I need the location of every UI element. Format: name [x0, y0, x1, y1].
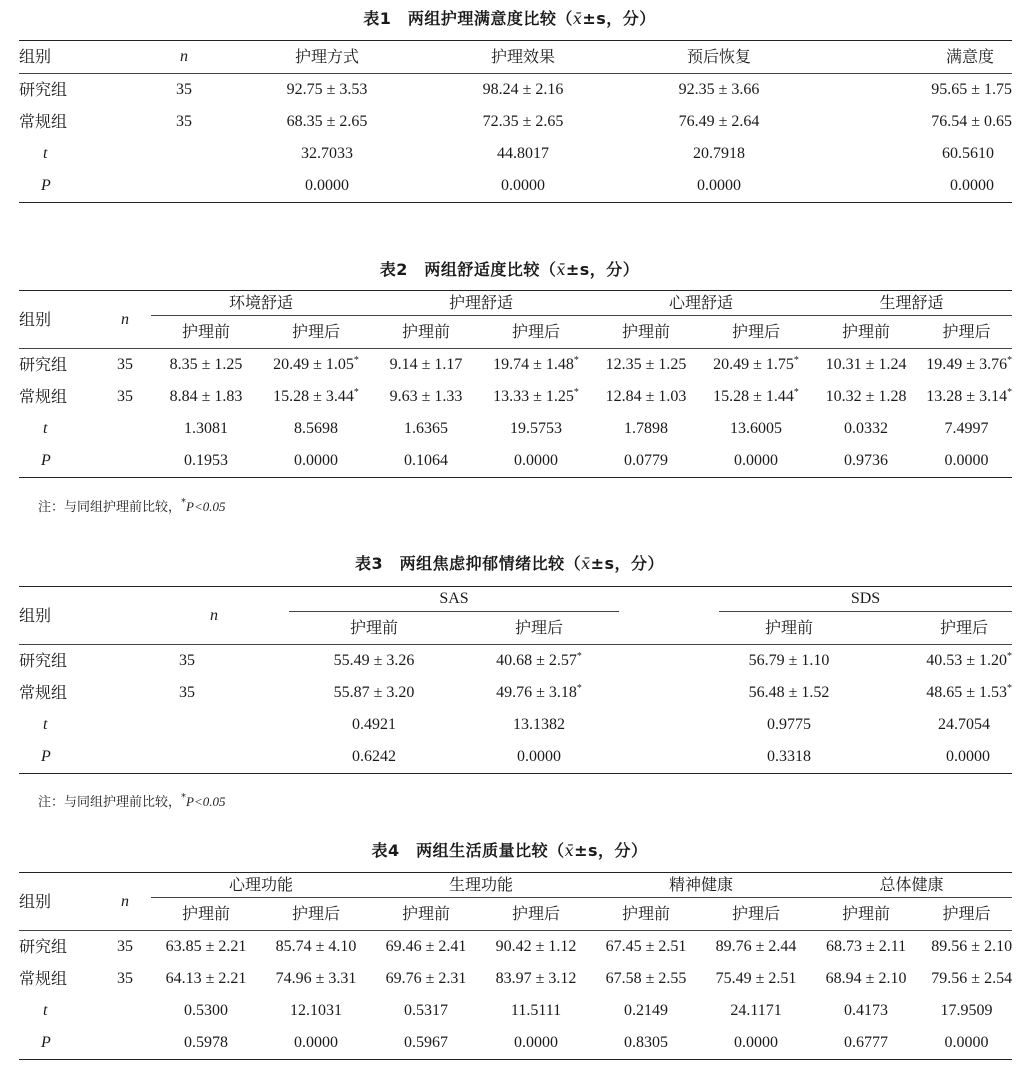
- table-cell: 35: [117, 356, 133, 373]
- table3-note: [38, 791, 226, 810]
- table-cell: 83.97 ± 3.12: [495, 970, 577, 987]
- table4-group-header: 精神健康: [591, 873, 811, 898]
- table-cell: [261, 349, 371, 382]
- table-cell: 0.5300: [184, 1002, 228, 1019]
- table2-sub-after: 护理后: [732, 322, 781, 341]
- table-cell: 0.0000: [294, 1034, 338, 1051]
- table-row: [19, 138, 1012, 170]
- table-cell: 35: [179, 652, 195, 669]
- table2-sub-after: 护理后: [942, 322, 991, 341]
- table1-header-col: 预后恢复: [686, 47, 751, 66]
- table-cell: [859, 677, 1012, 709]
- table2-group-header: 环境舒适: [151, 291, 371, 316]
- table-cell: [481, 349, 591, 382]
- table-row: [19, 677, 1012, 709]
- table-cell: 35: [179, 684, 195, 701]
- table-cell: 0.5317: [404, 1002, 449, 1019]
- table-cell: 0.0000: [697, 177, 741, 194]
- table2-caption-symbol: x̄: [556, 260, 566, 279]
- table-cell: [859, 645, 1012, 678]
- table-cell: 9.14 ± 1.17: [389, 356, 463, 373]
- table-cell: 69.46 ± 2.41: [385, 938, 467, 955]
- table-cell: 0.0000: [517, 748, 561, 765]
- cell-value: 48.65 ± 1.53: [926, 684, 1008, 701]
- table-cell: 64.13 ± 2.21: [165, 970, 247, 987]
- table4-sub-before: 护理前: [622, 904, 671, 923]
- significance-mark: *: [573, 355, 579, 366]
- table-cell: 10.31 ± 1.24: [825, 356, 907, 373]
- table-cell: [481, 381, 591, 413]
- table-cell: 69.76 ± 2.31: [385, 970, 467, 987]
- table-cell: 55.49 ± 3.26: [333, 652, 415, 669]
- note-star: *: [181, 792, 187, 803]
- table-cell: 56.48 ± 1.52: [748, 684, 830, 701]
- table-cell: [139, 741, 289, 774]
- cell-value: 40.68 ± 2.57: [496, 652, 577, 669]
- cell-value: 20.49 ± 1.75: [713, 356, 794, 373]
- table1-header-col: 护理方式: [294, 47, 359, 66]
- table-cell: 60.5610: [942, 145, 994, 162]
- significance-mark: *: [793, 387, 799, 398]
- table-cell: 92.35 ± 3.66: [678, 81, 760, 98]
- table-row: [19, 381, 1012, 413]
- table4-group-header: 心理功能: [151, 873, 371, 898]
- table-cell: t: [43, 420, 48, 437]
- table-cell: 8.5698: [294, 420, 338, 437]
- table-cell: 0.0000: [294, 452, 338, 469]
- table-row: [19, 445, 1012, 478]
- table4-header-group: 组别: [19, 873, 99, 931]
- table1-caption-prefix: 表1 两组护理满意度比较（: [363, 9, 573, 28]
- significance-mark: *: [573, 387, 579, 398]
- table-cell: 0.1064: [404, 452, 449, 469]
- table-cell: 0.9736: [844, 452, 889, 469]
- table-row: [19, 349, 1012, 382]
- table-cell: 12.84 ± 1.03: [605, 388, 687, 405]
- table-cell: 0.6777: [844, 1034, 889, 1051]
- table-cell: 68.94 ± 2.10: [825, 970, 907, 987]
- table-cell: 0.0000: [950, 177, 994, 194]
- table-cell: 常规组: [19, 112, 68, 131]
- table-cell: 0.0000: [944, 1034, 989, 1051]
- table2-group-header: 心理舒适: [591, 291, 811, 316]
- table-cell: 1.6365: [404, 420, 449, 437]
- table4-group-header: 总体健康: [811, 873, 1012, 898]
- table2-caption-suffix: ±s，分）: [565, 260, 640, 279]
- table-row: [19, 170, 1012, 203]
- table-cell: 89.56 ± 2.10: [931, 938, 1013, 955]
- table-cell: 常规组: [19, 683, 68, 702]
- table4-header-n: n: [99, 873, 151, 931]
- table-cell: 35: [176, 113, 192, 130]
- table-cell: 24.1171: [730, 1002, 782, 1019]
- table4-sub-after: 护理后: [732, 904, 781, 923]
- table4-group-row: [19, 873, 1012, 898]
- table-cell: t: [43, 1002, 48, 1019]
- table-cell: 35: [176, 81, 192, 98]
- table-cell: 32.7033: [301, 145, 353, 162]
- note-suffix: <0.05: [193, 499, 226, 514]
- table1-header-col: 满意度: [945, 47, 994, 66]
- table-row: [19, 963, 1012, 995]
- note-p: P: [186, 499, 194, 514]
- table4: [19, 872, 1012, 1060]
- table-cell: 0.0779: [624, 452, 669, 469]
- table-cell: 92.75 ± 3.53: [286, 81, 368, 98]
- table-cell: [701, 349, 811, 382]
- table2-header-group: 组别: [19, 291, 99, 349]
- table4-sub-row: [19, 898, 1012, 931]
- table3-spacer: [619, 709, 719, 741]
- table-cell: [99, 413, 151, 445]
- table-cell: 75.49 ± 2.51: [715, 970, 797, 987]
- table-cell: 13.1382: [513, 716, 565, 733]
- table3-spacer: [619, 612, 719, 645]
- table-cell: 44.8017: [497, 145, 549, 162]
- table-cell: 35: [117, 388, 133, 405]
- table-cell: P: [41, 177, 51, 194]
- table-cell: 12.35 ± 1.25: [605, 356, 687, 373]
- table3-spacer: [619, 741, 719, 774]
- cell-value: 13.33 ± 1.25: [493, 388, 574, 405]
- table-cell: 10.32 ± 1.28: [825, 388, 907, 405]
- table3: [19, 586, 1012, 774]
- table-cell: 8.35 ± 1.25: [169, 356, 243, 373]
- cell-value: 13.28 ± 3.14: [926, 388, 1008, 405]
- table-cell: [139, 709, 289, 741]
- table2-header-n: n: [99, 291, 151, 349]
- table2: [19, 290, 1012, 478]
- table3-sub-before: 护理前: [349, 618, 398, 637]
- table-cell: 19.5753: [510, 420, 563, 437]
- table4-caption-prefix: 表4 两组生活质量比较（: [371, 841, 565, 860]
- table2-sub-before: 护理前: [622, 322, 671, 341]
- table-cell: 0.2149: [624, 1002, 669, 1019]
- table-cell: [139, 138, 229, 170]
- table2-sub-row: [19, 316, 1012, 349]
- table4-caption-suffix: ±s，分）: [574, 841, 648, 860]
- table4-caption-symbol: x̄: [564, 841, 575, 860]
- table-cell: 0.4173: [844, 1002, 889, 1019]
- significance-mark: *: [353, 355, 359, 366]
- table-cell: 85.74 ± 4.10: [275, 938, 357, 955]
- table4-sub-before: 护理前: [181, 904, 230, 923]
- table-cell: 13.6005: [730, 420, 783, 437]
- table-cell: [459, 677, 619, 709]
- table-cell: 90.42 ± 1.12: [495, 938, 577, 955]
- table-cell: [99, 445, 151, 478]
- table2-sub-before: 护理前: [842, 322, 891, 341]
- table-cell: 1.7898: [624, 420, 669, 437]
- table-cell: [921, 349, 1012, 382]
- table-cell: 研究组: [19, 651, 68, 670]
- table-cell: 72.35 ± 2.65: [482, 113, 564, 130]
- table-cell: 0.8305: [624, 1034, 669, 1051]
- table2-sub-after: 护理后: [292, 322, 341, 341]
- table-cell: 0.6242: [352, 748, 396, 765]
- table-cell: P: [41, 1034, 51, 1051]
- cell-value: 19.74 ± 1.48: [493, 356, 574, 373]
- cell-value: 40.53 ± 1.20: [926, 652, 1008, 669]
- table-cell: 35: [117, 938, 133, 955]
- cell-value: 49.76 ± 3.18: [496, 684, 577, 701]
- table2-caption-prefix: 表2 两组舒适度比较（: [379, 260, 557, 279]
- table2-group-header: 护理舒适: [371, 291, 591, 316]
- table-cell: 0.1953: [184, 452, 228, 469]
- table1-header-row: [19, 41, 1012, 74]
- table-cell: 常规组: [19, 387, 68, 406]
- significance-mark: *: [353, 387, 359, 398]
- cell-value: 15.28 ± 1.44: [713, 388, 794, 405]
- significance-mark: *: [793, 355, 799, 366]
- table-cell: 67.45 ± 2.51: [605, 938, 687, 955]
- table-cell: 55.87 ± 3.20: [333, 684, 415, 701]
- table3-sub-before: 护理前: [765, 618, 814, 637]
- table1-caption: [0, 6, 1019, 29]
- table-cell: 0.0000: [944, 452, 989, 469]
- table-cell: [99, 995, 151, 1027]
- table2-note: [38, 496, 226, 515]
- table-cell: 0.0000: [501, 177, 545, 194]
- table1-header-col: 护理效果: [490, 47, 555, 66]
- table3-header-group: 组别: [19, 587, 139, 645]
- table-cell: 8.84 ± 1.83: [169, 388, 243, 405]
- table2-sub-after: 护理后: [512, 322, 561, 341]
- table-cell: 35: [117, 970, 133, 987]
- table3-group-row: [19, 587, 1012, 612]
- table-row: [19, 709, 1012, 741]
- table-cell: 0.0000: [946, 748, 991, 765]
- table4-sub-after: 护理后: [512, 904, 561, 923]
- table-cell: 89.76 ± 2.44: [715, 938, 797, 955]
- table-cell: 67.58 ± 2.55: [605, 970, 687, 987]
- table-cell: 0.3318: [767, 748, 812, 765]
- table-cell: 常规组: [19, 969, 68, 988]
- table-cell: t: [43, 145, 48, 162]
- table-cell: 0.5978: [184, 1034, 228, 1051]
- table2-sub-before: 护理前: [402, 322, 451, 341]
- table-row: [19, 931, 1012, 964]
- table4-sub-after: 护理后: [292, 904, 341, 923]
- note-p: P: [186, 794, 194, 809]
- table-cell: 0.0000: [734, 1034, 779, 1051]
- table-cell: [139, 170, 229, 203]
- table-cell: P: [41, 748, 51, 765]
- table-cell: 0.9775: [767, 716, 812, 733]
- table-cell: 1.3081: [184, 420, 228, 437]
- table-row: [19, 74, 1012, 107]
- table3-sub-after: 护理后: [515, 618, 564, 637]
- table-cell: 0.5967: [404, 1034, 449, 1051]
- table2-group-header: 生理舒适: [811, 291, 1012, 316]
- table-cell: 9.63 ± 1.33: [389, 388, 463, 405]
- table-row: [19, 741, 1012, 774]
- table4-sub-before: 护理前: [842, 904, 891, 923]
- table3-caption-symbol: x̄: [581, 554, 591, 573]
- table3-group-header: SAS: [289, 587, 619, 612]
- table-cell: 研究组: [19, 80, 68, 99]
- table-row: [19, 413, 1012, 445]
- significance-mark: *: [1007, 651, 1013, 662]
- table-cell: 0.0332: [844, 420, 889, 437]
- cell-value: 19.49 ± 3.76: [926, 356, 1008, 373]
- table-cell: 0.0000: [734, 452, 779, 469]
- note-suffix: <0.05: [193, 794, 226, 809]
- cell-value: 20.49 ± 1.05: [273, 356, 354, 373]
- table1-header-group: 组别: [19, 47, 52, 66]
- table-cell: 68.35 ± 2.65: [286, 113, 368, 130]
- table1-caption-suffix: ±s，分）: [582, 9, 656, 28]
- table-cell: 79.56 ± 2.54: [931, 970, 1013, 987]
- table3-spacer: [619, 587, 719, 612]
- table-row: [19, 1027, 1012, 1060]
- note-star: *: [181, 497, 187, 508]
- table-row: [19, 645, 1012, 678]
- note-text: 注：与同组护理前比较，: [38, 500, 182, 515]
- table3-caption-prefix: 表3 两组焦虑抑郁情绪比较（: [354, 554, 582, 573]
- significance-mark: *: [576, 651, 582, 662]
- table3-header-n: n: [139, 587, 289, 645]
- table1: [19, 40, 1012, 203]
- table-cell: 11.5111: [510, 1002, 562, 1019]
- table4-group-header: 生理功能: [371, 873, 591, 898]
- table-cell: 0.0000: [514, 452, 559, 469]
- table-cell: 研究组: [19, 937, 68, 956]
- table4-sub-after: 护理后: [942, 904, 991, 923]
- significance-mark: *: [1007, 355, 1013, 366]
- table4-sub-before: 护理前: [402, 904, 451, 923]
- table-cell: 95.65 ± 1.75: [931, 81, 1012, 98]
- table-cell: 0.0000: [514, 1034, 559, 1051]
- table-cell: [921, 381, 1012, 413]
- table3-spacer: [619, 677, 719, 709]
- table-cell: t: [43, 716, 48, 733]
- table2-caption: [0, 257, 1019, 280]
- table-cell: [261, 381, 371, 413]
- table-cell: P: [41, 452, 51, 469]
- table-cell: 74.96 ± 3.31: [275, 970, 357, 987]
- table-cell: 98.24 ± 2.16: [482, 81, 564, 98]
- table3-caption: [0, 551, 1019, 574]
- table-cell: 56.79 ± 1.10: [748, 652, 830, 669]
- table-row: [19, 106, 1012, 138]
- table-cell: 0.0000: [305, 177, 349, 194]
- table-cell: 20.7918: [693, 145, 745, 162]
- table-cell: 63.85 ± 2.21: [165, 938, 247, 955]
- table3-caption-suffix: ±s，分）: [590, 554, 665, 573]
- table3-spacer: [619, 645, 719, 678]
- note-text: 注：与同组护理前比较，: [38, 795, 182, 810]
- table-cell: 17.9509: [940, 1002, 993, 1019]
- table-cell: [459, 645, 619, 678]
- significance-mark: *: [576, 683, 582, 694]
- table2-group-row: [19, 291, 1012, 316]
- significance-mark: *: [1007, 387, 1013, 398]
- significance-mark: *: [1007, 683, 1013, 694]
- table-cell: 0.4921: [352, 716, 396, 733]
- cell-value: 15.28 ± 3.44: [273, 388, 354, 405]
- table-row: [19, 995, 1012, 1027]
- table1-caption-symbol: x̄: [572, 9, 583, 28]
- table-cell: 76.54 ± 0.65: [931, 113, 1012, 130]
- table3-group-header: SDS: [719, 587, 1012, 612]
- table-cell: 24.7054: [938, 716, 991, 733]
- table-cell: [99, 1027, 151, 1060]
- table2-sub-before: 护理前: [181, 322, 230, 341]
- table-cell: 76.49 ± 2.64: [678, 113, 760, 130]
- table-cell: 7.4997: [944, 420, 989, 437]
- table-cell: 12.1031: [290, 1002, 342, 1019]
- table3-sub-after: 护理后: [940, 618, 989, 637]
- table1-header-n: n: [180, 48, 188, 65]
- table-cell: [701, 381, 811, 413]
- table-cell: 研究组: [19, 355, 68, 374]
- table-cell: 68.73 ± 2.11: [825, 938, 907, 955]
- table4-caption: [0, 838, 1019, 861]
